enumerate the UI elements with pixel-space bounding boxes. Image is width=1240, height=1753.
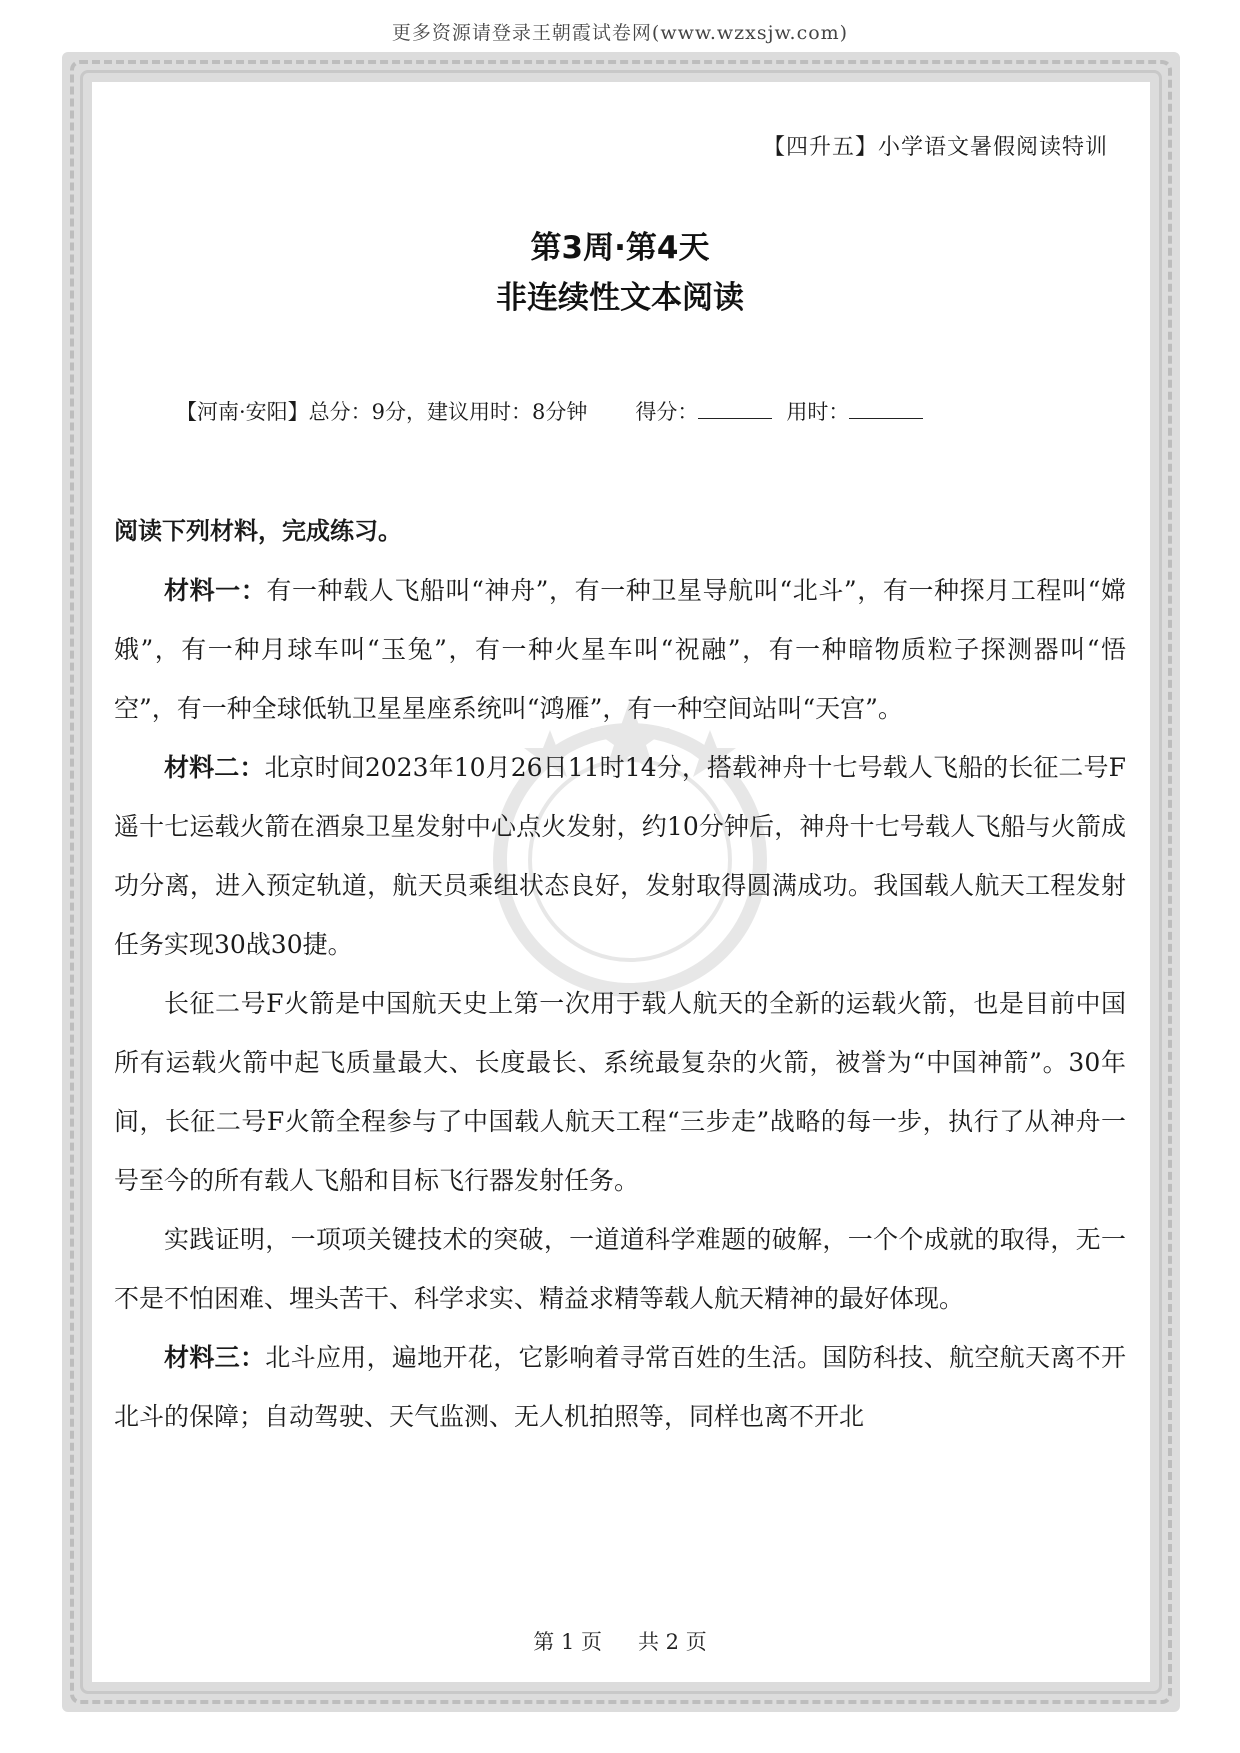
paragraph-long-march: 长征二号F火箭是中国航天史上第一次用于载人航天的全新的运载火箭，也是目前中国所有运载火箭中起飞质量最大、长度最长、系统最复杂的火箭，被誉为“中国神箭”。30年间，长征二号F火箭全程参与了中国载人航天工程“三步走”战略的每一步，执行了从神舟一号至今的所有载人飞船和目标飞行器发射任务。 bbox=[114, 989, 1126, 1195]
page-number: 第 1 页 bbox=[533, 1630, 602, 1654]
material-three bbox=[114, 1328, 1126, 1446]
time-blank[interactable] bbox=[849, 400, 923, 419]
page-footer bbox=[0, 1626, 1240, 1656]
instruction: 阅读下列材料，完成练习。 bbox=[114, 517, 402, 545]
exam-info: 【河南·安阳】总分：9分，建议用时：8分钟 bbox=[176, 400, 588, 424]
reading-content bbox=[114, 502, 1126, 1446]
score-label: 得分： bbox=[635, 400, 699, 424]
material-one-text: 有一种载人飞船叫“神舟”，有一种卫星导航叫“北斗”，有一种探月工程叫“嫦娥”，有一种月球车叫“玉兔”，有一种火星车叫“祝融”，有一种暗物质粒子探测器叫“悟空”，有一种全球低轨卫星星座系统叫“鸿雁”，有一种空间站叫“天宫”。 bbox=[114, 576, 1126, 723]
material-two-text: 北京时间2023年10月26日11时14分，搭载神舟十七号载人飞船的长征二号F遥十七运载火箭在酒泉卫星发射中心点火发射，约10分钟后，神舟十七号载人飞船与火箭成功分离，进入预定轨道，航天员乘组状态良好，发射取得圆满成功。我国载人航天工程发射任务实现30战30捷。 bbox=[114, 753, 1126, 959]
material-two bbox=[114, 738, 1126, 974]
material-two-label: 材料二： bbox=[164, 753, 265, 782]
exam-meta bbox=[176, 396, 1076, 426]
score-blank[interactable] bbox=[698, 400, 772, 419]
material-one bbox=[114, 561, 1126, 738]
material-one-label: 材料一： bbox=[164, 576, 267, 605]
material-three-label: 材料三： bbox=[164, 1343, 266, 1372]
page-subtitle: 非连续性文本阅读 bbox=[496, 280, 744, 316]
page-title: 第3周·第4天 bbox=[530, 230, 710, 266]
top-resource-note: 更多资源请登录王朝霞试卷网(www.wzxsjw.com) bbox=[391, 22, 849, 44]
time-label: 用时： bbox=[786, 400, 850, 424]
material-three-text: 北斗应用，遍地开花，它影响着寻常百姓的生活。国防科技、航空航天离不开北斗的保障；自动驾驶、天气监测、无人机拍照等，同样也离不开北 bbox=[114, 1343, 1126, 1431]
page-total: 共 2 页 bbox=[638, 1630, 707, 1654]
paragraph-practice: 实践证明，一项项关键技术的突破，一道道科学难题的破解，一个个成就的取得，无一不是不怕困难、埋头苦干、科学求实、精益求精等载人航天精神的最好体现。 bbox=[114, 1225, 1126, 1313]
series-tag: 【四升五】小学语文暑假阅读特训 bbox=[762, 135, 1108, 160]
